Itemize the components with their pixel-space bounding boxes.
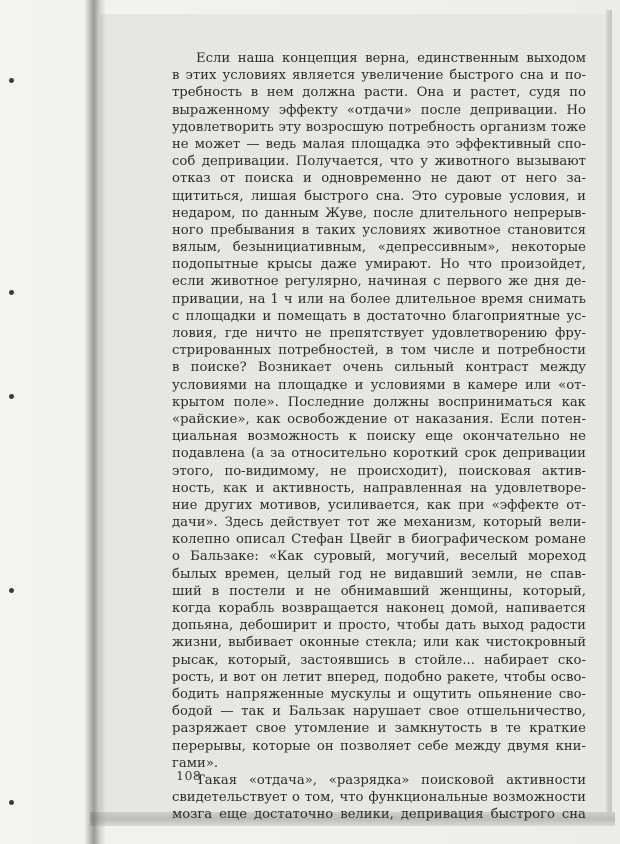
- text-line: ловия, где ничто не препятствует удовлетворению фру-: [172, 326, 586, 341]
- text-line: требность в нем должна расти. Она и растет, судя по: [172, 85, 586, 101]
- text-line: рысак, который, застоявшись в стойле... набирает ско-: [172, 652, 586, 668]
- text-line: ший в постели и не обнимавший женщины, который,: [172, 583, 586, 599]
- text-line: ние других мотивов, усиливается, как при «эффекте от-: [172, 497, 586, 513]
- text-line: соб депривации. Получается, что у животного вызывают: [172, 154, 586, 170]
- punch-hole: [9, 800, 14, 805]
- text-line: условиями на площадке и условиями в камере или «от-: [172, 377, 586, 393]
- text-line: вялым, безынициативным, «депрессивным», некоторые: [172, 240, 586, 256]
- text-line: допьяна, дебоширит и просто, чтобы дать выход радости: [172, 618, 586, 634]
- text-line: «райские», как освобождение от наказания. Если потен-: [172, 411, 586, 427]
- text-line: этого, по-видимому, не происходит), поисковая актив-: [172, 463, 586, 479]
- text-line: бодить напряженные мускулы и ощутить опьянение сво-: [172, 686, 586, 702]
- text-line: былых времен, целый год не видавший земли, не спав-: [172, 566, 586, 582]
- text-line: отказ от поиска и одновременно не дают от него за-: [172, 171, 586, 187]
- text-line: бодой — так и Бальзак нарушает свое отшельничество,: [172, 704, 586, 720]
- page-number: 108: [176, 768, 202, 783]
- binding-shadow: [84, 0, 106, 844]
- text-line: не может — ведь малая площадка это эффективный спо-: [172, 136, 586, 152]
- text-line: если животное регулярно, начиная с первого же дня де-: [172, 274, 586, 290]
- text-line: циальная возможность к поиску еще окончательно не: [172, 429, 586, 445]
- text-line: жизни, выбивает оконные стекла; или как чистокровный: [172, 635, 586, 651]
- text-line: в поиске? Возникает очень сильный контраст между: [172, 360, 586, 376]
- text-line: выраженному эффекту «отдачи» после депривации. Но: [172, 102, 586, 118]
- text-line: ного пребывания в таких условиях животное становится: [172, 222, 586, 238]
- punch-hole: [9, 290, 14, 295]
- text-line: стрированных потребностей, в том числе и потребности: [172, 343, 586, 359]
- punch-hole: [9, 588, 14, 593]
- text-line: подавлена (а за относительно короткий срок депривации: [172, 446, 586, 462]
- text-line: щититься, лишая быстрого сна. Это суровые условия, и: [172, 188, 586, 204]
- text-line: недаром, по данным Жуве, после длительного непрерыв-: [172, 205, 586, 221]
- text-line: гами».: [172, 755, 219, 771]
- text-line: Если наша концепция верна, единственным выходом: [196, 51, 586, 66]
- text-line: мозга еще достаточно велики, депривация быстрого сна: [172, 807, 586, 823]
- page-edge-right: [606, 10, 612, 820]
- text-line: рость, и вот он летит вперед, подобно ракете, чтобы осво-: [172, 669, 586, 685]
- text-line: колепно описал Стефан Цвейг в биографическом романе: [172, 532, 586, 548]
- text-line: подопытные крысы даже умирают. Но что произойдет,: [172, 257, 586, 273]
- text-line: разряжает свое утомление и замкнутость в те краткие: [172, 721, 586, 737]
- text-line: крытом поле». Последние должны восприниматься как: [172, 394, 586, 410]
- text-line: ность, как и активность, направленная на удовлетворе-: [172, 480, 586, 496]
- text-line: о Бальзаке: «Как суровый, могучий, веселый мореход: [172, 549, 586, 565]
- text-line: дачи». Здесь действует тот же механизм, который вели-: [172, 515, 586, 531]
- text-line: в этих условиях является увеличение быстрого сна и по-: [172, 68, 586, 84]
- text-line: Такая «отдача», «разрядка» поисковой активности: [196, 772, 586, 788]
- text-line: привации, на 1 ч или на более длительное время снимать: [172, 291, 586, 307]
- text-line: удовлетворить эту возросшую потребность организм тоже: [172, 119, 586, 135]
- punch-hole: [9, 78, 14, 83]
- punch-hole: [9, 394, 14, 399]
- text-line: когда корабль возвращается наконец домой, напивается: [172, 601, 586, 616]
- text-line: свидетельствует о том, что функциональные возможности: [172, 790, 586, 806]
- text-line: перерывы, которые он позволяет себе между двумя кни-: [172, 738, 586, 754]
- body-text: [172, 50, 586, 823]
- text-line: с площадки и помещать в достаточно благоприятные ус-: [172, 308, 586, 324]
